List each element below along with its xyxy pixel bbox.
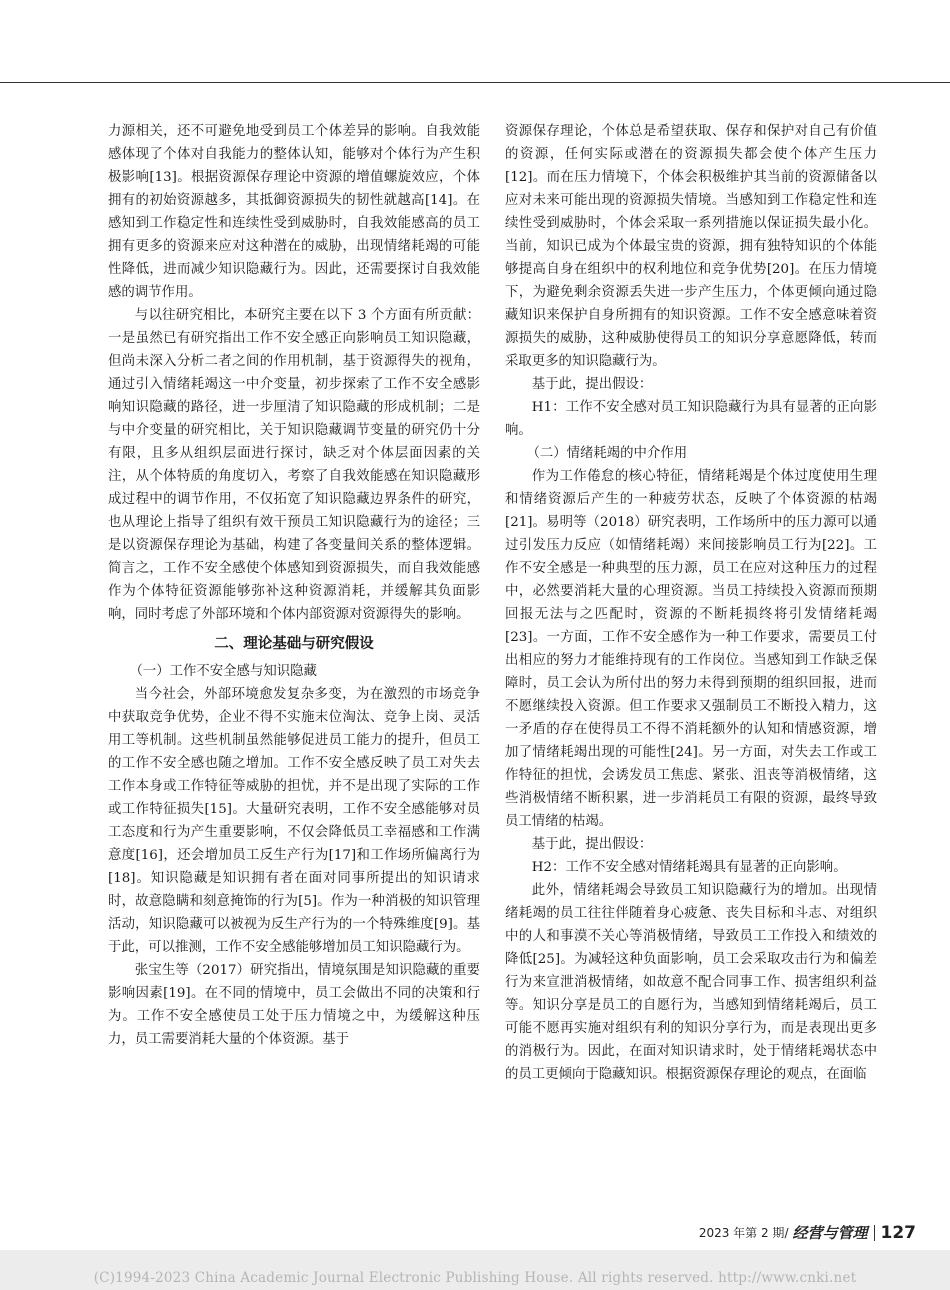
paragraph: 力源相关，还不可避免地受到员工个体差异的影响。自我效能感体现了个体对自我能力的整体认知，能够对个体行为产生积极影响[13]。根据资源保存理论中资源的增值螺旋效应，个体拥有的初始资源越多，其抵御资源损失的韧性就越高[14]。在感知到工作稳定性和连续性受到威胁时，自我效能感高的员工拥有更多的资源来应对这种潜在的威胁，出现情绪耗竭的可能性降低，进而减少知识隐藏行为。因此，还需要探讨自我效能感的调节作用。	[108, 124, 480, 300]
slash-divider: /	[784, 1225, 789, 1240]
hypothesis-h2: H2：工作不安全感对情绪耗竭具有显著的正向影响。	[531, 860, 847, 875]
left-column	[108, 120, 480, 1051]
journal-name: 经营与管理	[792, 1224, 868, 1242]
paragraph: 作为工作倦怠的核心特征，情绪耗竭是个体过度使用生理和情绪资源后产生的一种疲劳状态，反映了个体资源的枯竭[21]。易明等（2018）研究表明，工作场所中的压力源可以通过引发压力反应（如情绪耗竭）来间接影响员工行为[22]。工作不安全感是一种典型的压力源，员工在应对这种压力的过程中，必然要消耗大量的心理资源。当员工持续投入资源而预期回报无法与之匹配时，资源的不断耗损终将引发情绪耗竭[23]。一方面，工作不安全感作为一种工作要求，需要员工付出相应的努力才能维持现有的工作岗位。当感知到工作缺乏保障时，员工会认为所付出的努力未得到预期的组织回报，进而不愿继续投入资源。但工作要求又强制员工不断投入精力，这一矛盾的存在使得员工不得不消耗额外的认知和情感资源，增加了情绪耗竭出现的可能性[24]。另一方面，对失去工作或工作特征的担忧，会诱发员工焦虑、紧张、沮丧等消极情绪，这些消极情绪不断积累，进一步消耗员工有限的资源，最终导致员工情绪的枯竭。	[505, 469, 877, 829]
paragraph: 资源保存理论，个体总是希望获取、保存和保护对自己有价值的资源，任何实际或潜在的资源损失都会使个体产生压力[12]。而在压力情境下，个体会积极维护其当前的资源储备以应对未来可能出现的资源损失情境。当感知到工作稳定性和连续性受到威胁时，个体会采取一系列措施以保证损失最小化。当前，知识已成为个体最宝贵的资源，拥有独特知识的个体能够提高自身在组织中的权利地位和竞争优势[20]。在压力情境下，为避免剩余资源丢失进一步产生压力，个体更倾向通过隐藏知识来保护自身所拥有的知识资源。工作不安全感意味着资源损失的威胁，这种威胁使得员工的知识分享意愿降低，转而采取更多的知识隐藏行为。	[505, 124, 877, 369]
header-rule	[0, 82, 950, 83]
copyright-watermark: (C)1994-2023 China Academic Journal Electronic Publishing House. All rights reserved. http://www.cnki.net	[93, 1270, 857, 1286]
paragraph: 与以往研究相比，本研究主要在以下 3 个方面有所贡献：一是虽然已有研究指出工作不安全感正向影响员工知识隐藏，但尚未深入分析二者之间的作用机制，基于资源得失的视角，通过引入情绪耗竭这一中介变量，初步探索了工作不安全感影响知识隐藏的路径，进一步厘清了知识隐藏的形成机制；二是与中介变量的研究相比，关于知识隐藏调节变量的研究仍十分有限，且多从组织层面进行探讨，缺乏对个体层面因素的关注，从个体特质的角度切入，考察了自我效能感在知识隐藏形成过程中的调节作用，不仅拓宽了知识隐藏边界条件的研究，也从理论上指导了组织有效干预员工知识隐藏行为的途径；三是以资源保存理论为基础，构建了各变量间关系的整体逻辑。简言之，工作不安全感使个体感知到资源损失，而自我效能感作为个体特征资源能够弥补这种资源消耗，并缓解其负面影响，同时考虑了外部环境和个体内部资源对资源得失的影响。	[108, 308, 480, 622]
paragraph: 此外，情绪耗竭会导致员工知识隐藏行为的增加。出现情绪耗竭的员工往往伴随着身心疲惫、丧失目标和斗志、对组织中的人和事漠不关心等消极情绪，导致员工工作投入和绩效的降低[25]。为减轻这种负面影响，员工会采取攻击行为和偏差行为来宣泄消极情绪，如故意不配合同事工作、损害组织利益等。知识分享是员工的自愿行为，当感知到情绪耗竭后，员工可能不愿再实施对组织有利的知识分享行为，而是表现出更多的消极行为。因此，在面对知识请求时，处于情绪耗竭状态中的员工更倾向于隐藏知识。根据资源保存理论的观点，在面临	[505, 883, 877, 1082]
subheading: （二）情绪耗竭的中介作用	[526, 446, 688, 461]
section-heading: 二、理论基础与研究假设	[214, 636, 374, 652]
right-column	[505, 120, 877, 1086]
page-number: 127	[880, 1222, 916, 1243]
paragraph: 当今社会，外部环境愈发复杂多变，为在激烈的市场竞争中获取竞争优势，企业不得不实施末位淘汰、竞争上岗、灵活用工等机制。这些机制虽然能够促进员工能力的提升，但员工的工作不安全感也随之增加。工作不安全感反映了员工对失去工作本身或工作特征等威胁的担忧，并不是出现了实际的工作或工作特征损失[15]。大量研究表明，工作不安全感能够对员工态度和行为产生重要影响，不仅会降低员工幸福感和工作满意度[16]，还会增加员工反生产行为[17]和工作场所偏离行为[18]。知识隐藏是知识拥有者在面对同事所提出的知识请求时，故意隐瞒和刻意掩饰的行为[5]。作为一种消极的知识管理活动，知识隐藏可以被视为反生产行为的一个特殊维度[9]。基于此，可以推测，工作不安全感能够增加员工知识隐藏行为。	[108, 687, 480, 955]
issue-label: 2023 年第 2 期	[698, 1226, 785, 1240]
paragraph: 基于此，提出假设：	[531, 837, 653, 852]
paragraph: 基于此，提出假设：	[531, 377, 653, 392]
subheading: （一）工作不安全感与知识隐藏	[129, 664, 317, 679]
hypothesis-h1: H1：工作不安全感对员工知识隐藏行为具有显著的正向影响。	[505, 400, 877, 438]
paragraph: 张宝生等（2017）研究指出，情境氛围是知识隐藏的重要影响因素[19]。在不同的情境中，员工会做出不同的决策和行为。工作不安全感使员工处于压力情境之中，为缓解这种压力，员工需要消耗大量的个体资源。基于	[108, 963, 480, 1047]
page-footer-info	[699, 1222, 916, 1243]
divider	[874, 1225, 875, 1241]
